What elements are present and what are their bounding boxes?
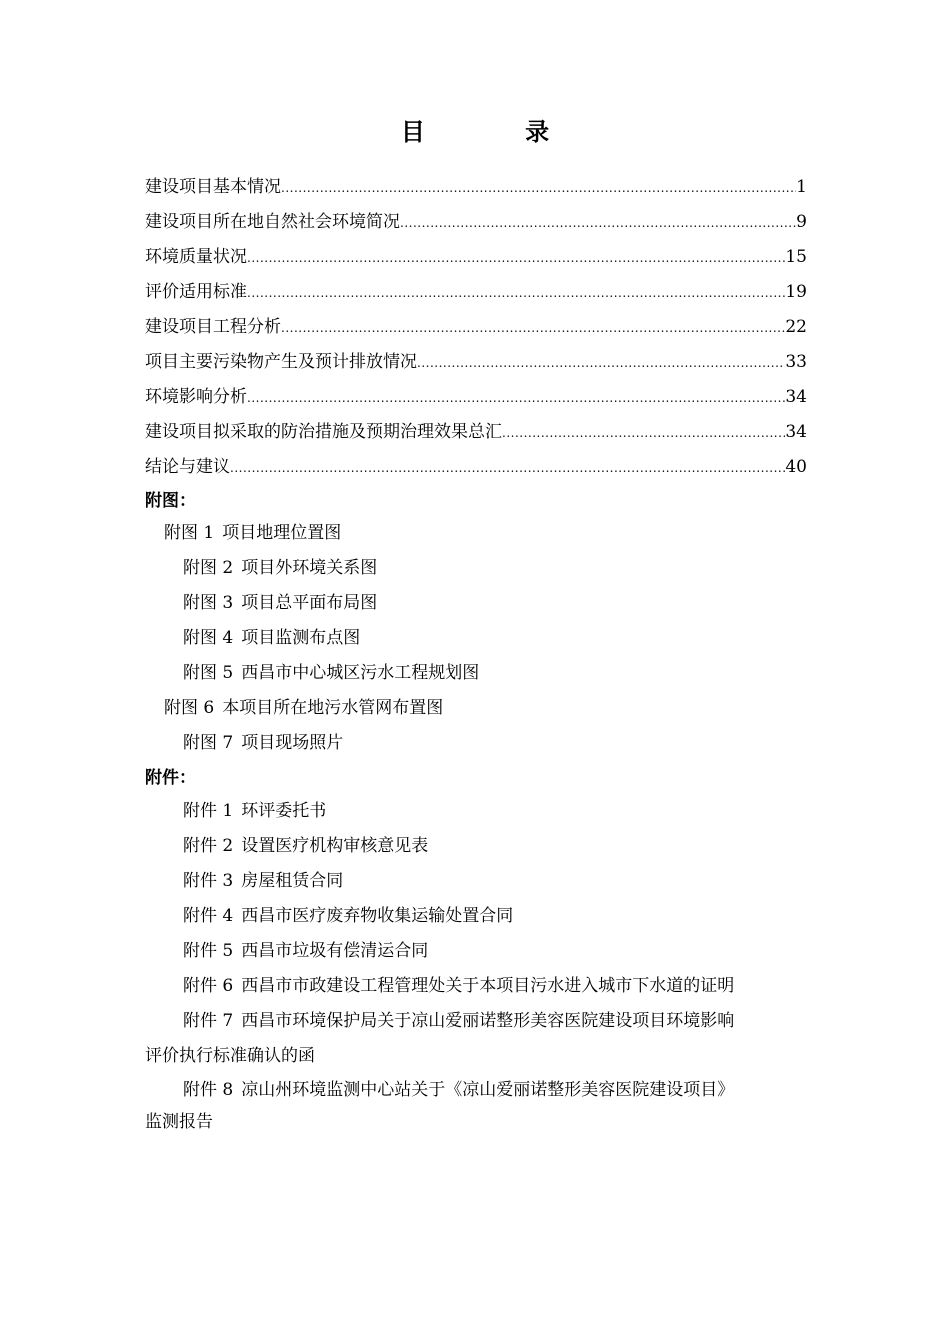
toc-entry-label: 建设项目基本情况: [145, 177, 281, 197]
figure-item: [183, 623, 360, 653]
attachment-number: 附件 1: [183, 801, 234, 821]
toc-leader-dots: [502, 416, 785, 451]
toc-entry-page: 9: [796, 212, 807, 232]
attachment-title-continuation: 评价执行标准确认的函: [145, 1046, 315, 1066]
toc-entry[interactable]: [145, 240, 807, 275]
attachment-item: [183, 831, 428, 861]
attachment-item: [183, 866, 343, 896]
attachment-item: [183, 971, 734, 1001]
figure-title: 项目监测布点图: [241, 628, 361, 648]
attachment-item: [183, 1075, 734, 1105]
toc-leader-dots: [400, 206, 796, 241]
toc-entry[interactable]: [145, 205, 807, 240]
toc-entry-label: 建设项目拟采取的防治措施及预期治理效果总汇: [145, 422, 502, 442]
figure-item: [183, 553, 377, 583]
toc-entry[interactable]: [145, 275, 807, 310]
toc-entry-label: 项目主要污染物产生及预计排放情况: [145, 352, 417, 372]
attachment-title-continuation: 监测报告: [145, 1112, 213, 1132]
figure-title: 项目外环境关系图: [241, 558, 378, 578]
attachment-item: [183, 796, 326, 826]
attachment-title: 凉山州环境监测中心站关于《凉山爱丽诺整形美容医院建设项目》: [241, 1080, 735, 1100]
attachment-title: 环评委托书: [241, 801, 327, 821]
attachment-number: 附件 6: [183, 976, 234, 996]
attachment-number: 附件 2: [183, 836, 234, 856]
figure-title: 项目地理位置图: [222, 523, 342, 543]
attachment-item: [183, 936, 428, 966]
toc-leader-dots: [281, 311, 785, 346]
toc-entry-page: 22: [785, 317, 807, 337]
figure-number: 附图 5: [183, 663, 234, 683]
toc-entry-label: 结论与建议: [145, 457, 230, 477]
toc-leader-dots: [417, 346, 785, 381]
figure-item: [183, 588, 377, 618]
toc-leader-dots: [247, 241, 785, 276]
figure-number: 附图 1: [164, 523, 215, 543]
toc-entry-page: 1: [796, 177, 807, 197]
toc-entry-page: 34: [785, 387, 807, 407]
attachment-title: 房屋租赁合同: [241, 871, 344, 891]
figure-number: 附图 2: [183, 558, 234, 578]
attachment-number: 附件 8: [183, 1080, 234, 1100]
figure-title: 项目现场照片: [241, 733, 344, 753]
attachment-number: 附件 4: [183, 906, 234, 926]
toc-entry[interactable]: [145, 415, 807, 450]
attachment-title: 西昌市医疗废弃物收集运输处置合同: [241, 906, 514, 926]
toc-leader-dots: [247, 276, 785, 311]
toc-leader-dots: [247, 381, 785, 416]
toc-entry-label: 环境影响分析: [145, 387, 247, 407]
toc-entry-label: 环境质量状况: [145, 247, 247, 267]
figure-title: 本项目所在地污水管网布置图: [222, 698, 444, 718]
attachment-number: 附件 5: [183, 941, 234, 961]
toc-entry[interactable]: [145, 310, 807, 345]
figure-title: 项目总平面布局图: [241, 593, 378, 613]
toc-entry-page: 15: [785, 247, 807, 267]
attachment-number: 附件 7: [183, 1011, 234, 1031]
page-title: 目 录: [400, 117, 596, 146]
figure-title: 西昌市中心城区污水工程规划图: [241, 663, 480, 683]
attachment-item: [183, 1006, 734, 1036]
toc-entry-page: 33: [785, 352, 807, 372]
figure-number: 附图 4: [183, 628, 234, 648]
table-of-contents: [145, 170, 807, 485]
toc-entry-label: 评价适用标准: [145, 282, 247, 302]
toc-entry-label: 建设项目工程分析: [145, 317, 281, 337]
figure-item: [164, 518, 341, 548]
toc-entry-label: 建设项目所在地自然社会环境简况: [145, 212, 400, 232]
figure-number: 附图 7: [183, 733, 234, 753]
toc-leader-dots: [281, 171, 796, 206]
attachment-title: 西昌市环境保护局关于凉山爱丽诺整形美容医院建设项目环境影响: [241, 1011, 735, 1031]
toc-entry-page: 34: [785, 422, 807, 442]
toc-leader-dots: [230, 451, 785, 486]
toc-entry[interactable]: [145, 380, 807, 415]
toc-entry-page: 19: [785, 282, 807, 302]
toc-entry-page: 40: [785, 457, 807, 477]
figure-item: [183, 728, 343, 758]
figure-number: 附图 6: [164, 698, 215, 718]
toc-entry[interactable]: [145, 170, 807, 205]
toc-entry[interactable]: [145, 450, 807, 485]
attachment-title: 西昌市垃圾有偿清运合同: [241, 941, 429, 961]
attachment-title: 设置医疗机构审核意见表: [241, 836, 429, 856]
toc-entry[interactable]: [145, 345, 807, 380]
attachment-number: 附件 3: [183, 871, 234, 891]
figures-heading: 附图：: [145, 491, 196, 511]
attachments-heading: 附件：: [145, 768, 196, 788]
figure-item: [164, 693, 443, 723]
attachment-item: [183, 901, 513, 931]
attachment-title: 西昌市市政建设工程管理处关于本项目污水进入城市下水道的证明: [241, 976, 735, 996]
figure-number: 附图 3: [183, 593, 234, 613]
figure-item: [183, 658, 479, 688]
